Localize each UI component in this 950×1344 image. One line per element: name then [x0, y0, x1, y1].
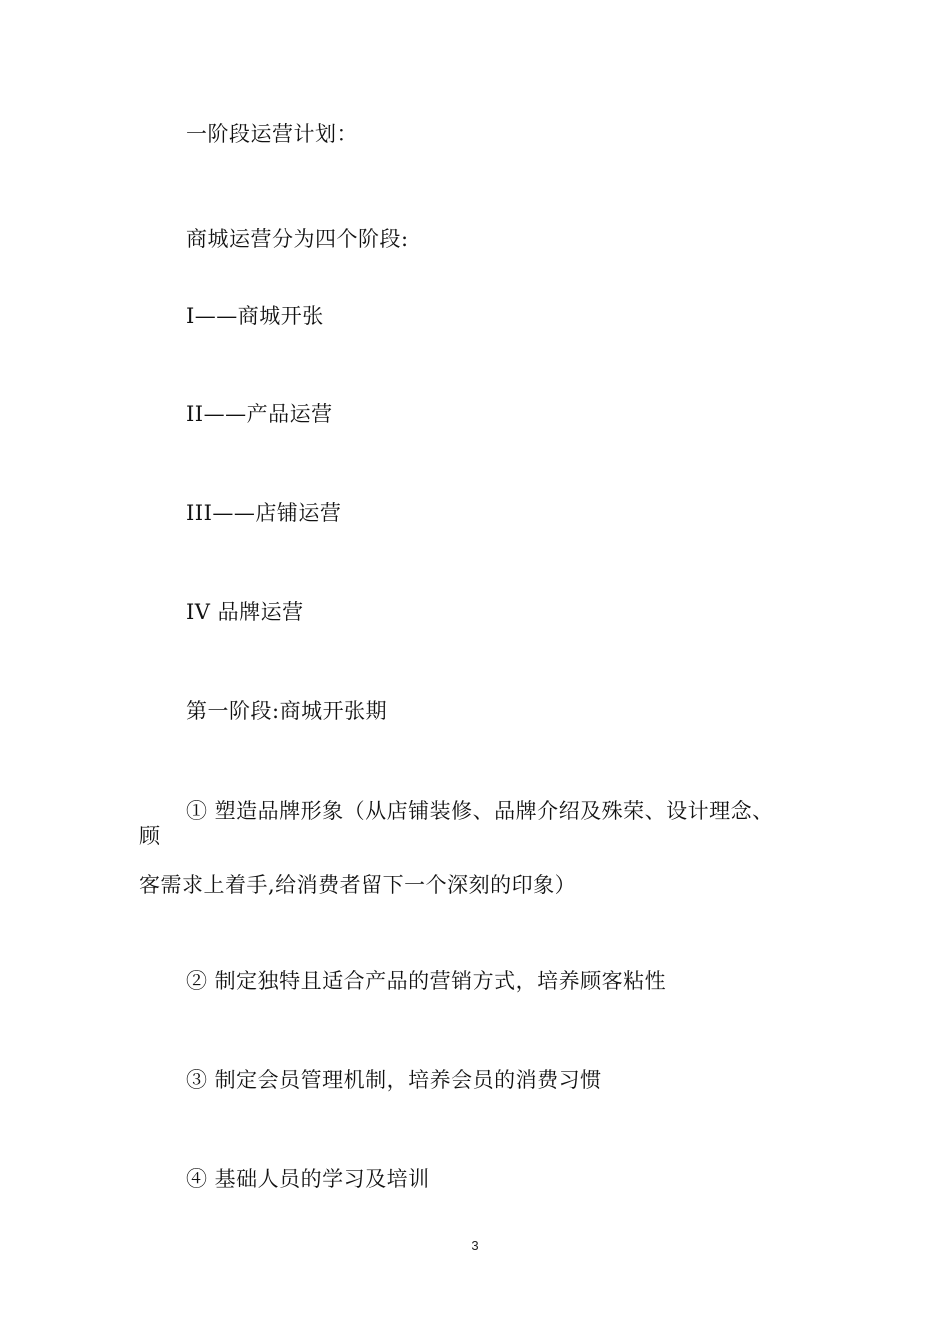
- section-heading: 一阶段运营计划：: [186, 122, 358, 146]
- stage-one-item-2: ② 制定独特且适合产品的营销方式，培养顾客粘性: [186, 969, 667, 993]
- stage-one-item-3: ③ 制定会员管理机制，培养会员的消费习惯: [186, 1068, 602, 1092]
- page-number: 3: [471, 1238, 479, 1253]
- intro-text: 商城运营分为四个阶段:: [186, 227, 409, 251]
- phase-item-3: III——店铺运营: [186, 501, 342, 525]
- stage-one-item-1-line-2: 顾: [139, 824, 161, 848]
- phase-item-2: II——产品运营: [186, 402, 333, 426]
- stage-one-item-1-line-1: ① 塑造品牌形象（从店铺装修、品牌介绍及殊荣、设计理念、: [186, 799, 774, 823]
- phase-item-1: I——商城开张: [186, 304, 324, 328]
- stage-one-item-1-line-3: 客需求上着手,给消费者留下一个深刻的印象）: [139, 873, 577, 897]
- phase-item-4: IV 品牌运营: [186, 600, 304, 624]
- stage-one-item-4: ④ 基础人员的学习及培训: [186, 1167, 430, 1191]
- stage-one-title: 第一阶段:商城开张期: [186, 699, 388, 723]
